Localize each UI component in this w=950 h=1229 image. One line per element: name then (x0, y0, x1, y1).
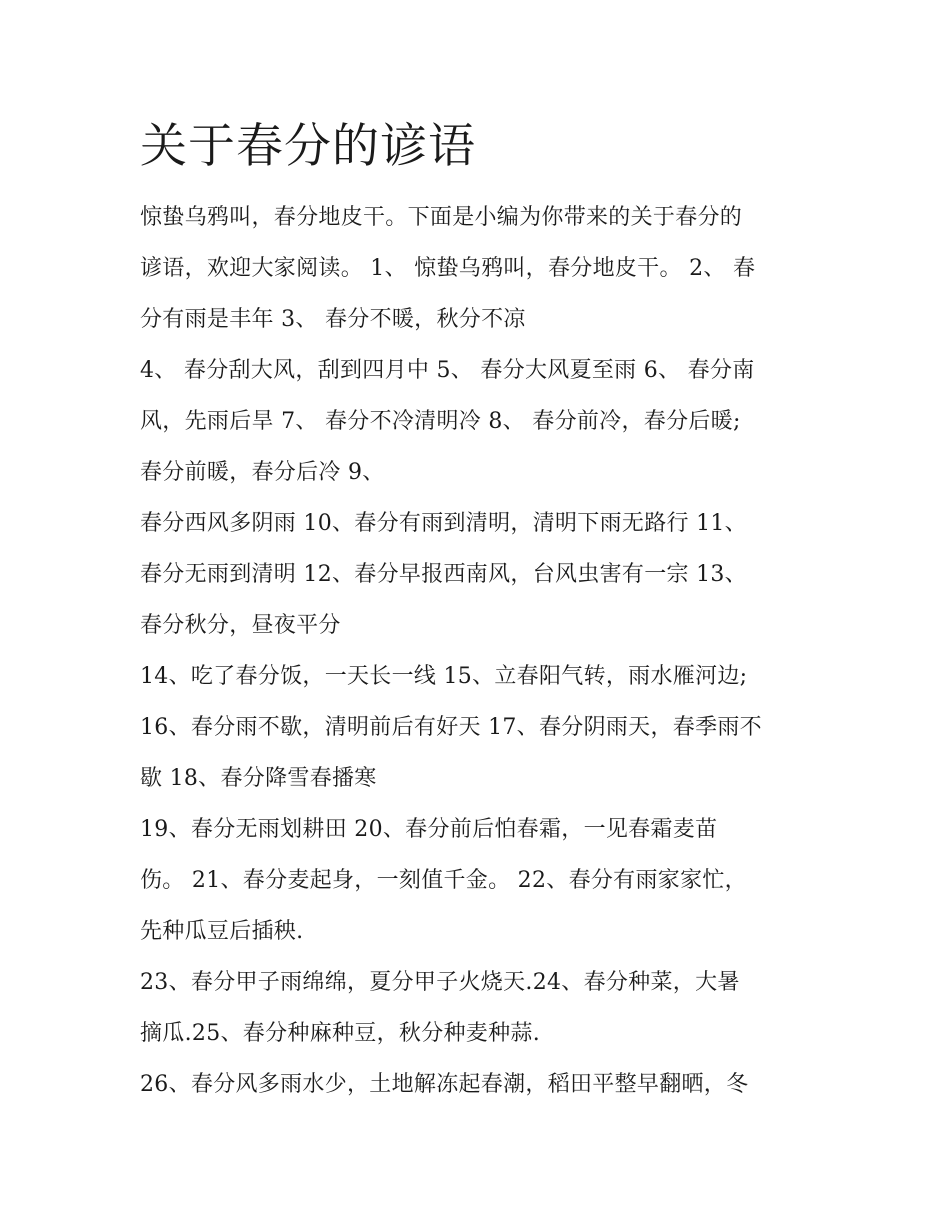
document-body (140, 192, 820, 1110)
paragraph-5 (140, 804, 820, 957)
document-page (140, 112, 820, 1110)
text-line: 摘瓜.25、春分种麻种豆，秋分种麦种蒜. (140, 1021, 540, 1046)
text-line: 分有雨是丰年 3、 春分不暖，秋分不凉 (140, 307, 526, 332)
text-line: 歇 18、春分降雪春播寒 (140, 766, 377, 791)
text-line: 16、春分雨不歇，清明前后有好天 17、春分阴雨天，春季雨不 (140, 715, 762, 740)
text-line: 谚语，欢迎大家阅读。 1、 惊蛰乌鸦叫，春分地皮干。 2、 春 (140, 256, 756, 281)
text-line: 春分无雨到清明 12、春分早报西南风，台风虫害有一宗 13、 (140, 562, 747, 587)
text-line: 26、春分风多雨水少，土地解冻起春潮，稻田平整早翻晒，冬 (140, 1072, 749, 1097)
text-line: 14、吃了春分饭，一天长一线 15、立春阳气转，雨水雁河边; (140, 664, 748, 689)
text-line: 先种瓜豆后插秧. (140, 919, 304, 944)
text-line: 春分前暖，春分后冷 9、 (140, 460, 385, 485)
page-title: 关于春分的谚语 (140, 119, 476, 174)
text-line: 伤。 21、春分麦起身，一刻值千金。 22、春分有雨家家忙， (140, 868, 747, 893)
paragraph-6 (140, 957, 820, 1059)
text-line: 4、 春分刮大风，刮到四月中 5、 春分大风夏至雨 6、 春分南 (140, 358, 755, 383)
paragraph-2 (140, 345, 820, 498)
text-line: 春分西风多阴雨 10、春分有雨到清明，清明下雨无路行 11、 (140, 511, 747, 536)
paragraph-7 (140, 1059, 820, 1110)
text-line: 惊蛰乌鸦叫，春分地皮干。下面是小编为你带来的关于春分的 (140, 205, 743, 230)
text-line: 23、春分甲子雨绵绵，夏分甲子火烧天.24、春分种菜，大暑 (140, 970, 740, 995)
text-line: 春分秋分，昼夜平分 (140, 613, 341, 638)
paragraph-1 (140, 192, 820, 345)
text-line: 19、春分无雨划耕田 20、春分前后怕春霜，一见春霜麦苗 (140, 817, 718, 842)
text-line: 风，先雨后旱 7、 春分不冷清明冷 8、 春分前冷，春分后暖; (140, 409, 741, 434)
paragraph-4 (140, 651, 820, 804)
paragraph-3 (140, 498, 820, 651)
